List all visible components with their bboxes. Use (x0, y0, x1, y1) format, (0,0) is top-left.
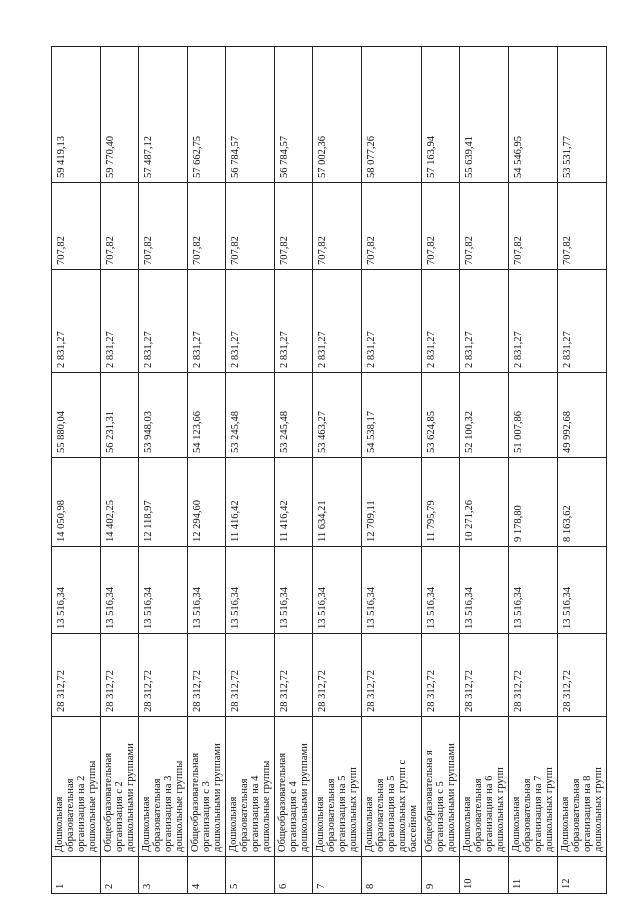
value-cell-v3: 10 271,26 (460, 458, 509, 547)
value-cell-v5: 2 831,27 (226, 270, 275, 373)
value-cell-v7: 59 770,40 (101, 47, 139, 183)
value-cell-v7: 57 662,75 (188, 47, 226, 183)
organization-name-cell: Дошкольная образовательная организация на 6 дошкольных групп (460, 717, 509, 857)
value-cell-v1: 28 312,72 (460, 634, 509, 717)
table-row (422, 47, 460, 894)
value-cell-v6: 707,82 (226, 183, 275, 270)
value-cell-v1: 28 312,72 (52, 634, 101, 717)
value-cell-v4: 55 880,04 (52, 373, 101, 458)
organization-name-cell: Дошкольная образовательная организация на 5 дошкольных групп с бассейном (362, 717, 422, 857)
value-cell-v7: 57 002,36 (313, 47, 362, 183)
value-cell-v6: 707,82 (362, 183, 422, 270)
table-row (313, 47, 362, 894)
value-cell-v1: 28 312,72 (422, 634, 460, 717)
value-cell-v2: 13 516,34 (509, 547, 558, 634)
table-row (460, 47, 509, 894)
value-cell-v2: 13 516,34 (362, 547, 422, 634)
row-number-cell: 4 (188, 857, 226, 894)
value-cell-v6: 707,82 (422, 183, 460, 270)
table-row (226, 47, 275, 894)
value-cell-v3: 12 118,97 (139, 458, 188, 547)
value-cell-v2: 13 516,34 (422, 547, 460, 634)
table-row (188, 47, 226, 894)
value-cell-v2: 13 516,34 (313, 547, 362, 634)
value-cell-v1: 28 312,72 (101, 634, 139, 717)
value-cell-v3: 9 178,80 (509, 458, 558, 547)
organization-name-cell: Дошкольная образовательная организация на 7 дошкольных групп (509, 717, 558, 857)
value-cell-v5: 2 831,27 (101, 270, 139, 373)
value-cell-v5: 2 831,27 (460, 270, 509, 373)
value-cell-v4: 52 100,32 (460, 373, 509, 458)
value-cell-v7: 55 639,41 (460, 47, 509, 183)
value-cell-v1: 28 312,72 (313, 634, 362, 717)
value-cell-v4: 53 624,85 (422, 373, 460, 458)
cost-table (51, 46, 607, 894)
row-number-cell: 11 (509, 857, 558, 894)
organization-name-cell: Дошкольная образовательная организация на 5 дошкольных групп (313, 717, 362, 857)
value-cell-v6: 707,82 (313, 183, 362, 270)
value-cell-v7: 58 077,26 (362, 47, 422, 183)
row-number-cell: 9 (422, 857, 460, 894)
row-number-cell: 1 (52, 857, 101, 894)
value-cell-v5: 2 831,27 (139, 270, 188, 373)
value-cell-v1: 28 312,72 (275, 634, 313, 717)
table-body (52, 47, 607, 894)
value-cell-v7: 56 784,57 (226, 47, 275, 183)
value-cell-v1: 28 312,72 (362, 634, 422, 717)
value-cell-v7: 57 163,94 (422, 47, 460, 183)
table-row (509, 47, 558, 894)
value-cell-v3: 12 709,11 (362, 458, 422, 547)
value-cell-v2: 13 516,34 (139, 547, 188, 634)
value-cell-v2: 13 516,34 (52, 547, 101, 634)
table-row (101, 47, 139, 894)
value-cell-v3: 11 795,79 (422, 458, 460, 547)
organization-name-cell: Дошкольная образовательная организация на 8 дошкольных групп (558, 717, 607, 857)
value-cell-v6: 707,82 (52, 183, 101, 270)
value-cell-v5: 2 831,27 (275, 270, 313, 373)
value-cell-v6: 707,82 (188, 183, 226, 270)
value-cell-v7: 53 531,77 (558, 47, 607, 183)
organization-name-cell: Дошкольная образовательная организация на 4 дошкольные группы (226, 717, 275, 857)
rotated-table-container (51, 47, 604, 894)
organization-name-cell: Общеобразовательная организация с 4 дошкольными группами (275, 717, 313, 857)
value-cell-v6: 707,82 (139, 183, 188, 270)
row-number-cell: 8 (362, 857, 422, 894)
value-cell-v7: 59 419,13 (52, 47, 101, 183)
value-cell-v1: 28 312,72 (558, 634, 607, 717)
value-cell-v3: 14 050,98 (52, 458, 101, 547)
value-cell-v3: 8 163,62 (558, 458, 607, 547)
value-cell-v4: 54 123,66 (188, 373, 226, 458)
value-cell-v5: 2 831,27 (422, 270, 460, 373)
value-cell-v5: 2 831,27 (509, 270, 558, 373)
table-row (52, 47, 101, 894)
value-cell-v3: 11 416,42 (226, 458, 275, 547)
row-number-cell: 5 (226, 857, 275, 894)
value-cell-v6: 707,82 (101, 183, 139, 270)
value-cell-v5: 2 831,27 (52, 270, 101, 373)
value-cell-v6: 707,82 (558, 183, 607, 270)
value-cell-v5: 2 831,27 (313, 270, 362, 373)
row-number-cell: 3 (139, 857, 188, 894)
value-cell-v2: 13 516,34 (558, 547, 607, 634)
value-cell-v3: 12 294,60 (188, 458, 226, 547)
value-cell-v1: 28 312,72 (188, 634, 226, 717)
value-cell-v3: 11 634,21 (313, 458, 362, 547)
row-number-cell: 6 (275, 857, 313, 894)
row-number-cell: 12 (558, 857, 607, 894)
value-cell-v4: 54 538,17 (362, 373, 422, 458)
value-cell-v2: 13 516,34 (188, 547, 226, 634)
value-cell-v5: 2 831,27 (558, 270, 607, 373)
table-row (558, 47, 607, 894)
value-cell-v6: 707,82 (460, 183, 509, 270)
value-cell-v2: 13 516,34 (275, 547, 313, 634)
organization-name-cell: Общеобразовательная организация с 2 дошкольными группами (101, 717, 139, 857)
value-cell-v4: 53 948,03 (139, 373, 188, 458)
value-cell-v3: 14 402,25 (101, 458, 139, 547)
table-row (139, 47, 188, 894)
value-cell-v2: 13 516,34 (101, 547, 139, 634)
table-row (275, 47, 313, 894)
value-cell-v4: 49 992,68 (558, 373, 607, 458)
value-cell-v6: 707,82 (275, 183, 313, 270)
value-cell-v7: 54 546,95 (509, 47, 558, 183)
value-cell-v3: 11 416,42 (275, 458, 313, 547)
value-cell-v4: 56 231,31 (101, 373, 139, 458)
value-cell-v4: 53 463,27 (313, 373, 362, 458)
value-cell-v1: 28 312,72 (226, 634, 275, 717)
table-row (362, 47, 422, 894)
value-cell-v7: 57 487,12 (139, 47, 188, 183)
value-cell-v4: 53 245,48 (275, 373, 313, 458)
row-number-cell: 2 (101, 857, 139, 894)
row-number-cell: 7 (313, 857, 362, 894)
value-cell-v7: 56 784,57 (275, 47, 313, 183)
value-cell-v4: 53 245,48 (226, 373, 275, 458)
value-cell-v1: 28 312,72 (139, 634, 188, 717)
organization-name-cell: Общеобразовательна я организация с 5 дошкольными группами (422, 717, 460, 857)
value-cell-v5: 2 831,27 (188, 270, 226, 373)
value-cell-v5: 2 831,27 (362, 270, 422, 373)
organization-name-cell: Дошкольная образовательная организация на 2 дошкольные группы (52, 717, 101, 857)
value-cell-v1: 28 312,72 (509, 634, 558, 717)
value-cell-v2: 13 516,34 (226, 547, 275, 634)
organization-name-cell: Дошкольная образовательная организация на 3 дошкольные группы (139, 717, 188, 857)
row-number-cell: 10 (460, 857, 509, 894)
value-cell-v4: 51 007,86 (509, 373, 558, 458)
value-cell-v6: 707,82 (509, 183, 558, 270)
organization-name-cell: Общеобразовательная организация с 3 дошкольными группами (188, 717, 226, 857)
value-cell-v2: 13 516,34 (460, 547, 509, 634)
